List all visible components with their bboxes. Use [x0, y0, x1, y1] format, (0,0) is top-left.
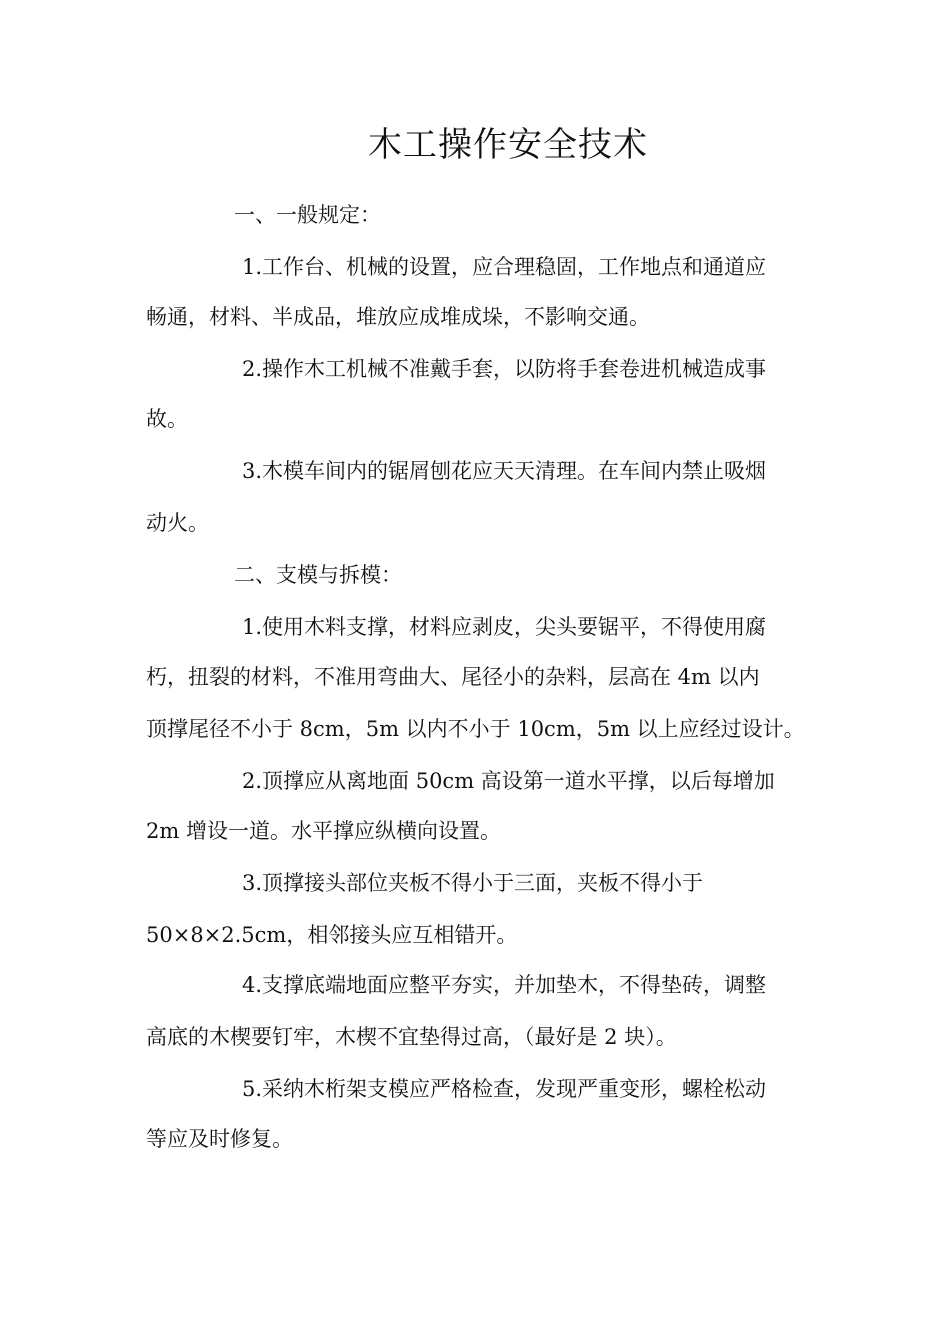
paragraph-line: 2.顶撑应从离地面 50cm 高设第一道水平撑，以后每增加 — [242, 769, 775, 793]
paragraph-line: 朽，扭裂的材料，不准用弯曲大、尾径小的杂料，层高在 4m 以内 — [146, 665, 760, 689]
paragraph-line: 3.顶撑接头部位夹板不得小于三面，夹板不得小于 — [242, 871, 704, 895]
paragraph-line: 4.支撑底端地面应整平夯实，并加垫木，不得垫砖，调整 — [242, 973, 767, 997]
paragraph-line: 2m 增设一道。水平撑应纵横向设置。 — [146, 819, 501, 843]
section-heading-formwork: 二、支模与拆模： — [234, 563, 402, 587]
page-title: 木工操作安全技术 — [368, 125, 648, 165]
paragraph-line: 1.工作台、机械的设置，应合理稳固，工作地点和通道应 — [242, 255, 767, 279]
paragraph-line: 50×8×2.5cm，相邻接头应互相错开。 — [146, 923, 518, 947]
paragraph-line: 畅通，材料、半成品，堆放应成堆成垛，不影响交通。 — [146, 305, 650, 329]
paragraph-line: 高底的木楔要钉牢，木楔不宜垫得过高，（最好是 2 块）。 — [146, 1025, 677, 1049]
section-heading-general: 一、一般规定： — [234, 203, 381, 227]
paragraph-line: 1.使用木料支撑，材料应剥皮，尖头要锯平，不得使用腐 — [242, 615, 767, 639]
paragraph-line: 顶撑尾径不小于 8cm，5m 以内不小于 10cm，5m 以上应经过设计。 — [146, 717, 805, 741]
paragraph-line: 动火。 — [146, 511, 209, 535]
paragraph-line: 3.木模车间内的锯屑刨花应天天清理。在车间内禁止吸烟 — [242, 459, 767, 483]
paragraph-line: 5.采纳木桁架支模应严格检查，发现严重变形，螺栓松动 — [242, 1077, 767, 1101]
paragraph-line: 故。 — [146, 407, 188, 431]
paragraph-line: 2.操作木工机械不准戴手套，以防将手套卷进机械造成事 — [242, 357, 767, 381]
paragraph-line: 等应及时修复。 — [146, 1127, 293, 1151]
